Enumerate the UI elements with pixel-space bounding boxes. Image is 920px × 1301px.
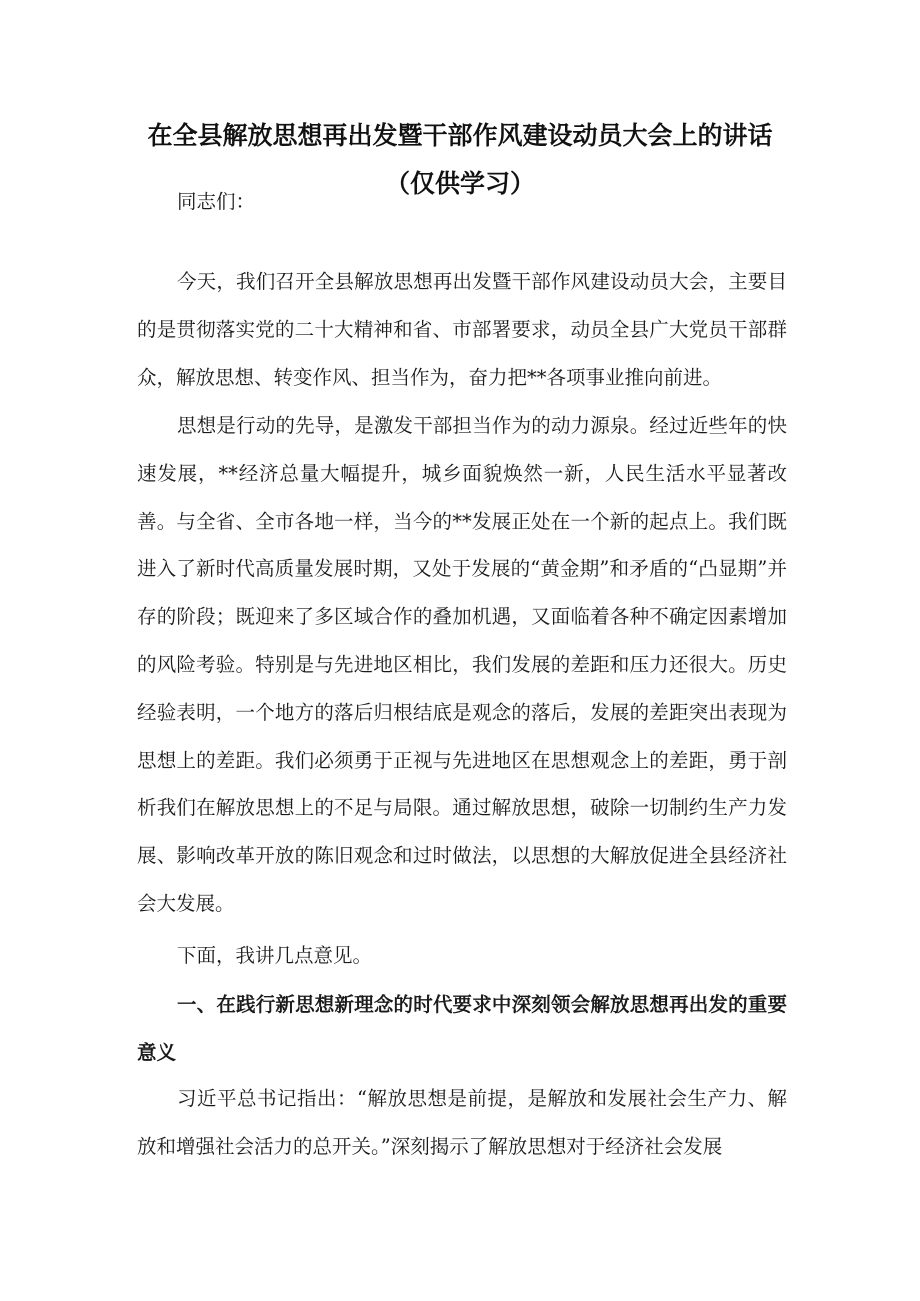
paragraph-thought: 思想是行动的先导，是激发干部担当作为的动力源泉。经过近些年的快速发展，**经济总量大幅提升，城乡面貌焕然一新，人民生活水平显著改善。与全省、全市各地一样，当今的**发展正处在一个新的起点上。我们既进入了新时代高质量发展时期，又处于发展的“黄金期”和矛盾的“凸显期”并存的阶段；既迎来了多区域合作的叠加机遇，又面临着各种不确定因素增加的风险考验。特别是与先进地区相比，我们发展的差距和压力还很大。历史经验表明，一个地方的落后归根结底是观念的落后，发展的差距突出表现为思想上的差距。我们必须勇于正视与先进地区在思想观念上的差距，勇于剖析我们在解放思想上的不足与局限。通过解放思想，破除一切制约生产力发展、影响改革开放的陈旧观念和过时做法，以思想的大解放促进全县经济社会大发展。 — [137, 414, 787, 915]
paragraph-intro: 今天，我们召开全县解放思想再出发暨干部作风建设动员大会，主要目的是贯彻落实党的二十大精神和省、市部署要求，动员全县广大党员干部群众，解放思想、转变作风、担当作为，奋力把**各项事业推向前进。 — [137, 270, 787, 389]
document-title: 在全县解放思想再出发暨干部作风建设动员大会上的讲话 — [147, 121, 773, 150]
paragraph-below: 下面，我讲几点意见。 — [177, 944, 373, 967]
salutation: 同志们： — [177, 190, 256, 213]
paragraph-quote: 习近平总书记指出：“解放思想是前提，是解放和发展社会生产力、解放和增强社会活力的总开关。”深刻揭示了解放思想对于经济社会发展 — [137, 1087, 787, 1158]
section-one-heading: 一、在践行新思想新理念的时代要求中深刻领会解放思想再出发的重要意义 — [137, 993, 787, 1064]
document-subtitle: （仅供学习） — [384, 169, 535, 198]
